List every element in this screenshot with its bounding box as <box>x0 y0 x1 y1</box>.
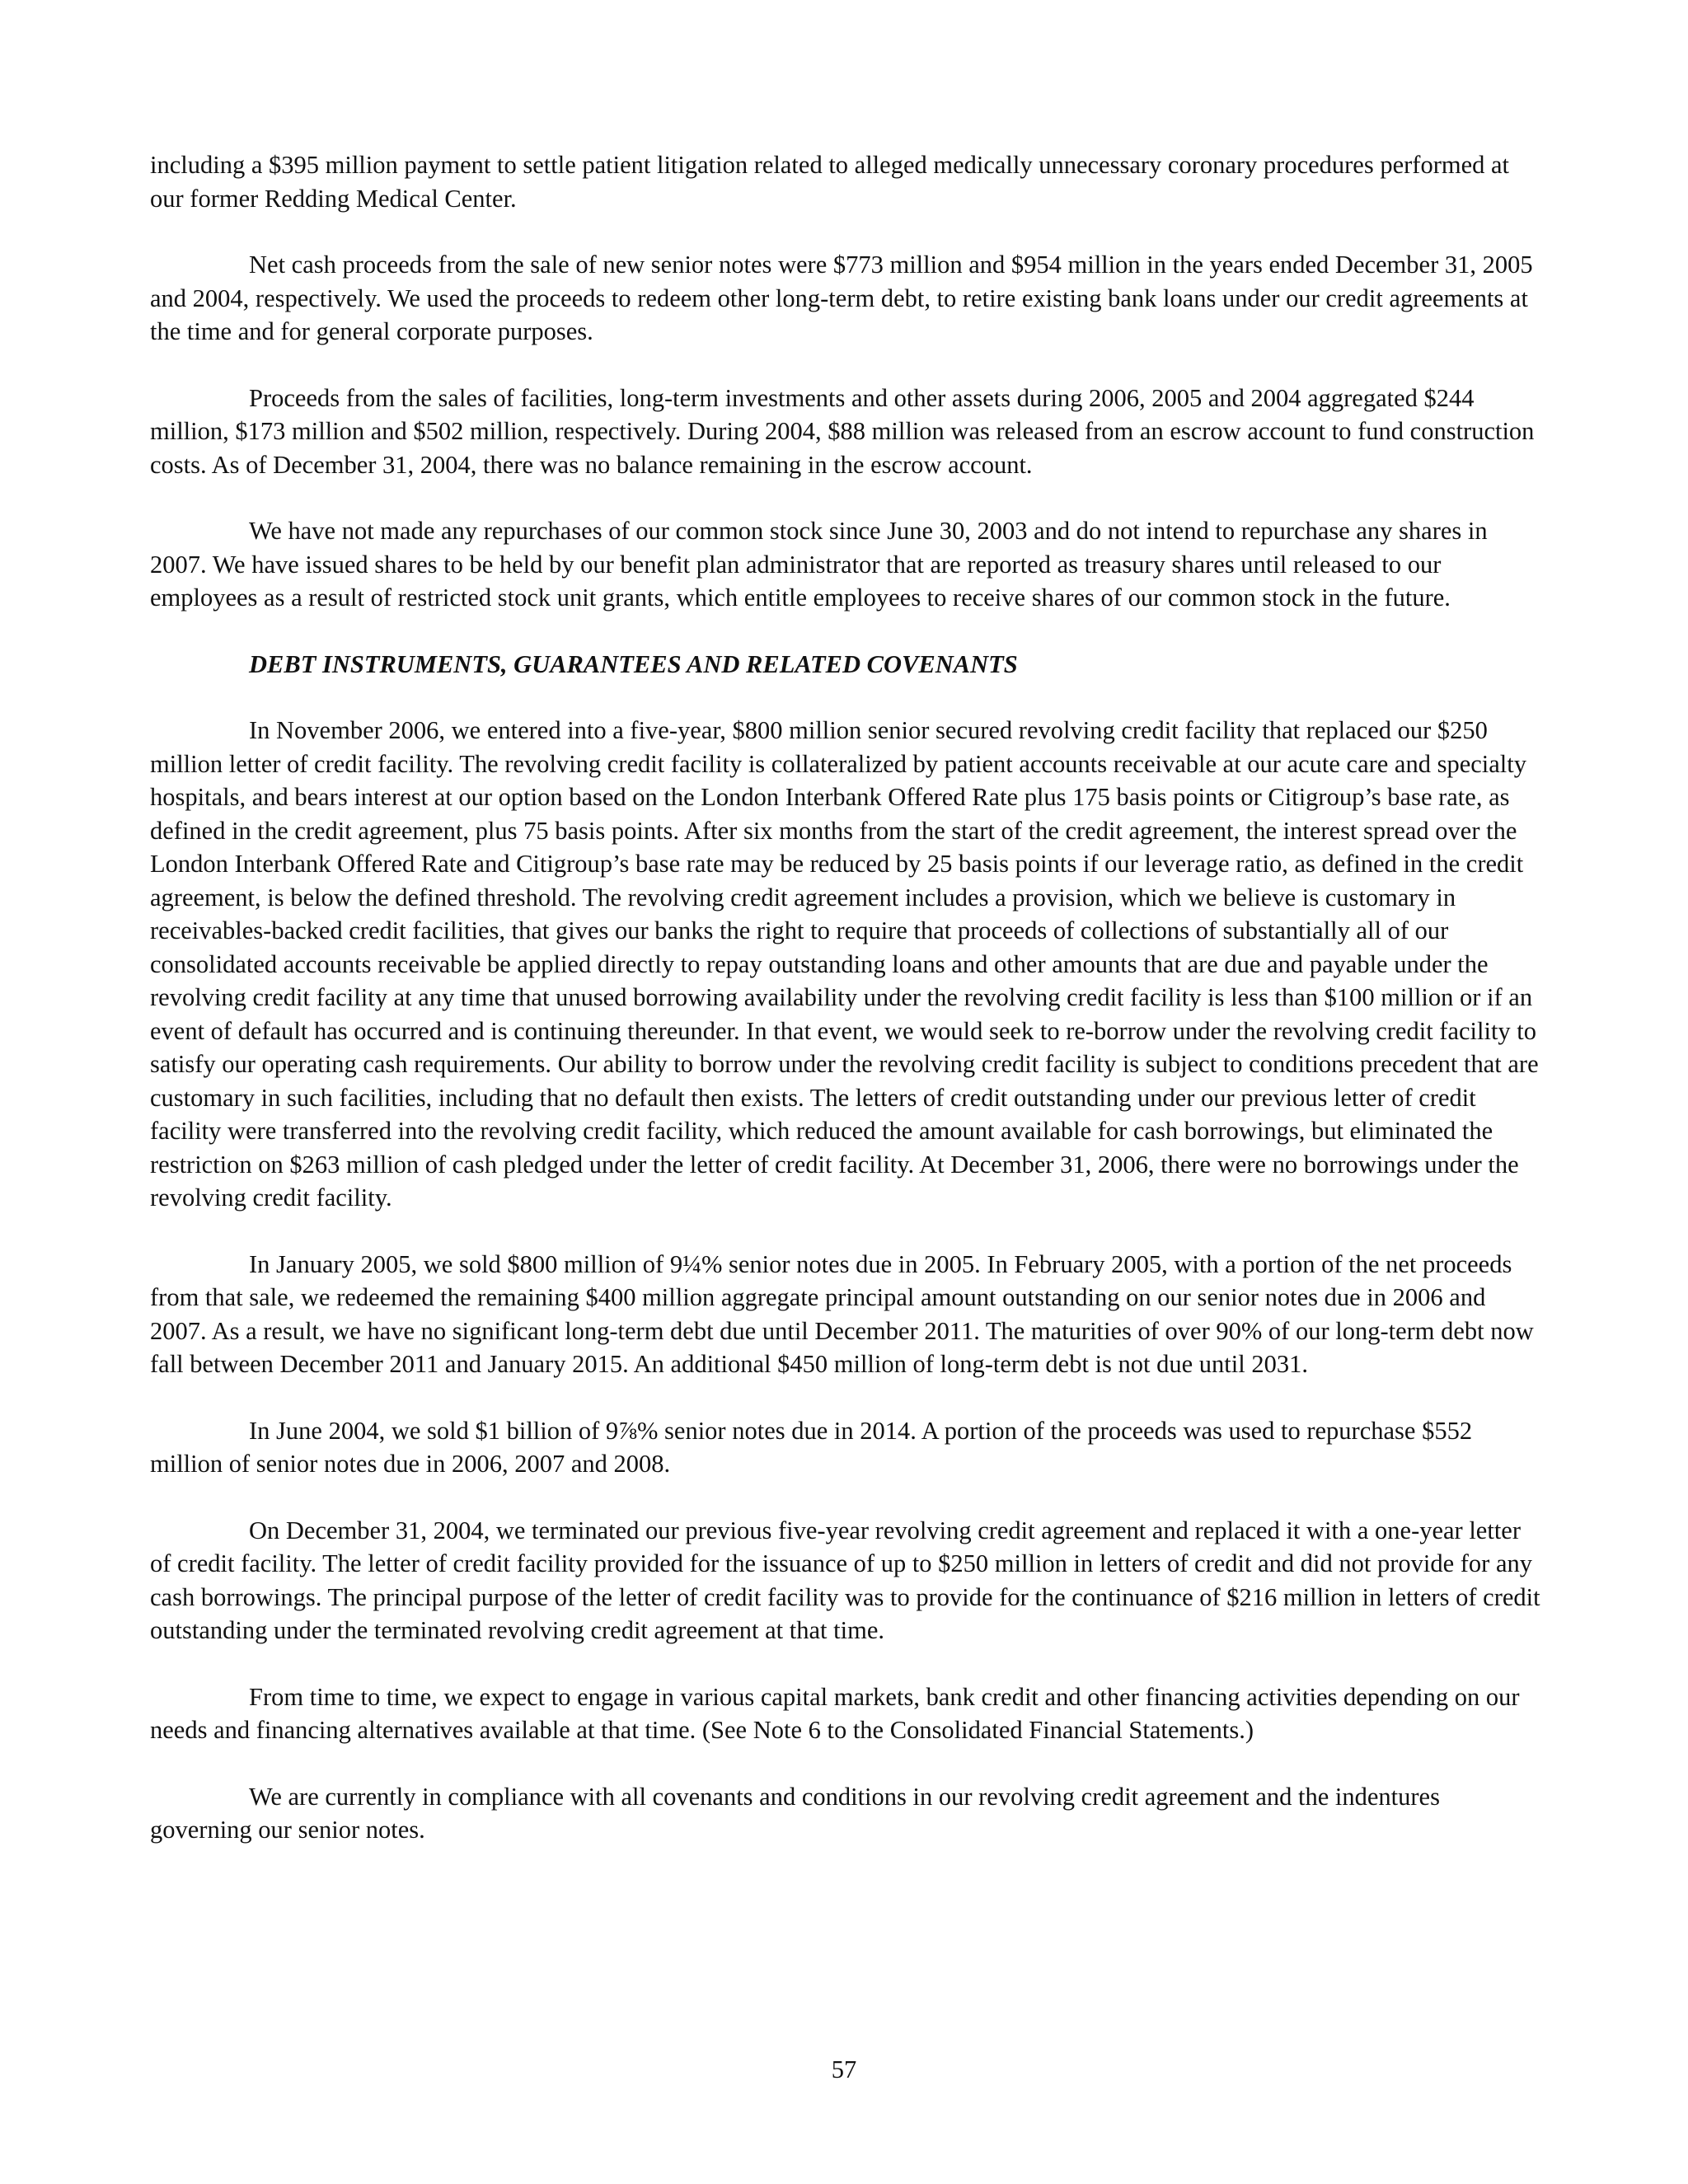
paragraph-facility-sales: Proceeds from the sales of facilities, long-term investments and other assets during 2006, 2005 and 2004 aggregated $244 million, $173 million and $502 million, respectively. During 2004, $88 million was released from an escrow account to fund construction costs. As of December 31, 2004, there was no balance remaining in the escrow account. <box>150 383 1535 479</box>
paragraph-senior-notes-proceeds: Net cash proceeds from the sale of new senior notes were $773 million and $954 million in the years ended December 31, 2005 and 2004, respectively. We used the proceeds to redeem other long-term debt, to retire existing bank loans under our credit agreements at the time and for general corporate purposes. <box>150 251 1533 345</box>
section-heading: DEBT INSTRUMENTS, GUARANTEES AND RELATED COVENANTS <box>249 649 1018 678</box>
document-page <box>150 148 1543 1880</box>
paragraph-january-2005-notes: In January 2005, we sold $800 million of 9¼% senior notes due in 2005. In February 2005, with a portion of the net proceeds from that sale, we redeemed the remaining $400 million aggregate principal amount outstanding on our senior notes due in 2006 and 2007. As a result, we have no significant long-term debt due until December 2011. The maturities of over 90% of our long-term debt now fall between December 2011 and January 2015. An additional $450 million of long-term debt is not due until 2031. <box>150 1249 1534 1378</box>
paragraph-financing-activities: From time to time, we expect to engage in various capital markets, bank credit and other financing activities depending on our needs and financing alternatives available at that time. (See Note 6 to the Consolidated Financial Statements.) <box>150 1682 1520 1744</box>
paragraph-compliance: We are currently in compliance with all covenants and conditions in our revolving credit agreement and the indentures governing our senior notes. <box>150 1782 1440 1844</box>
paragraph-continued-litigation: including a $395 million payment to settle patient litigation related to alleged medically unnecessary coronary procedures performed at our former Redding Medical Center. <box>150 151 1509 213</box>
paragraph-letter-of-credit: On December 31, 2004, we terminated our previous five-year revolving credit agreement and replaced it with a one-year letter of credit facility. The letter of credit facility provided for the issuance of up to $250 million in letters of credit and did not provide for any cash borrowings. The principal purpose of the letter of credit facility was to provide for the continuance of $216 million in letters of credit outstanding under the terminated revolving credit agreement at that time. <box>150 1516 1540 1644</box>
paragraph-stock-repurchases: We have not made any repurchases of our common stock since June 30, 2003 and do not intend to repurchase any shares in 2007. We have issued shares to be held by our benefit plan administrator that are reported as treasury shares until released to our employees as a result of restricted stock unit grants, which entitle employees to receive shares of our common stock in the future. <box>150 517 1488 612</box>
paragraph-revolving-credit-facility: In November 2006, we entered into a five-year, $800 million senior secured revolving credit facility that replaced our $250 million letter of credit facility. The revolving credit facility is collateralized by patient accounts receivable at our acute care and specialty hospitals, and bears interest at our option based on the London Interbank Offered Rate plus 175 basis points or Citigroup’s base rate, as defined in the credit agreement, plus 75 basis points. After six months from the start of the credit agreement, the interest spread over the London Interbank Offered Rate and Citigroup’s base rate may be reduced by 25 basis points if our leverage ratio, as defined in the credit agreement, is below the defined threshold. The revolving credit agreement includes a provision, which we believe is customary in receivables-backed credit facilities, that gives our banks the right to require that proceeds of collections of substantially all of our consolidated accounts receivable be applied directly to repay outstanding loans and other amounts that are due and payable under the revolving credit facility at any time that unused borrowing availability under the revolving credit facility is less than $100 million or if an event of default has occurred and is continuing thereunder. In that event, we would seek to re-borrow under the revolving credit facility to satisfy our operating cash requirements. Our ability to borrow under the revolving credit facility is subject to conditions precedent that are customary in such facilities, including that no default then exists. The letters of credit outstanding under our previous letter of credit facility were transferred into the revolving credit facility, which reduced the amount available for cash borrowings, but eliminated the restriction on $263 million of cash pledged under the letter of credit facility. At December 31, 2006, there were no borrowings under the revolving credit facility. <box>150 716 1539 1212</box>
page-number: 57 <box>831 2055 857 2083</box>
paragraph-june-2004-notes: In June 2004, we sold $1 billion of 9⅞% senior notes due in 2014. A portion of the proceeds was used to repurchase $552 million of senior notes due in 2006, 2007 and 2008. <box>150 1416 1473 1478</box>
